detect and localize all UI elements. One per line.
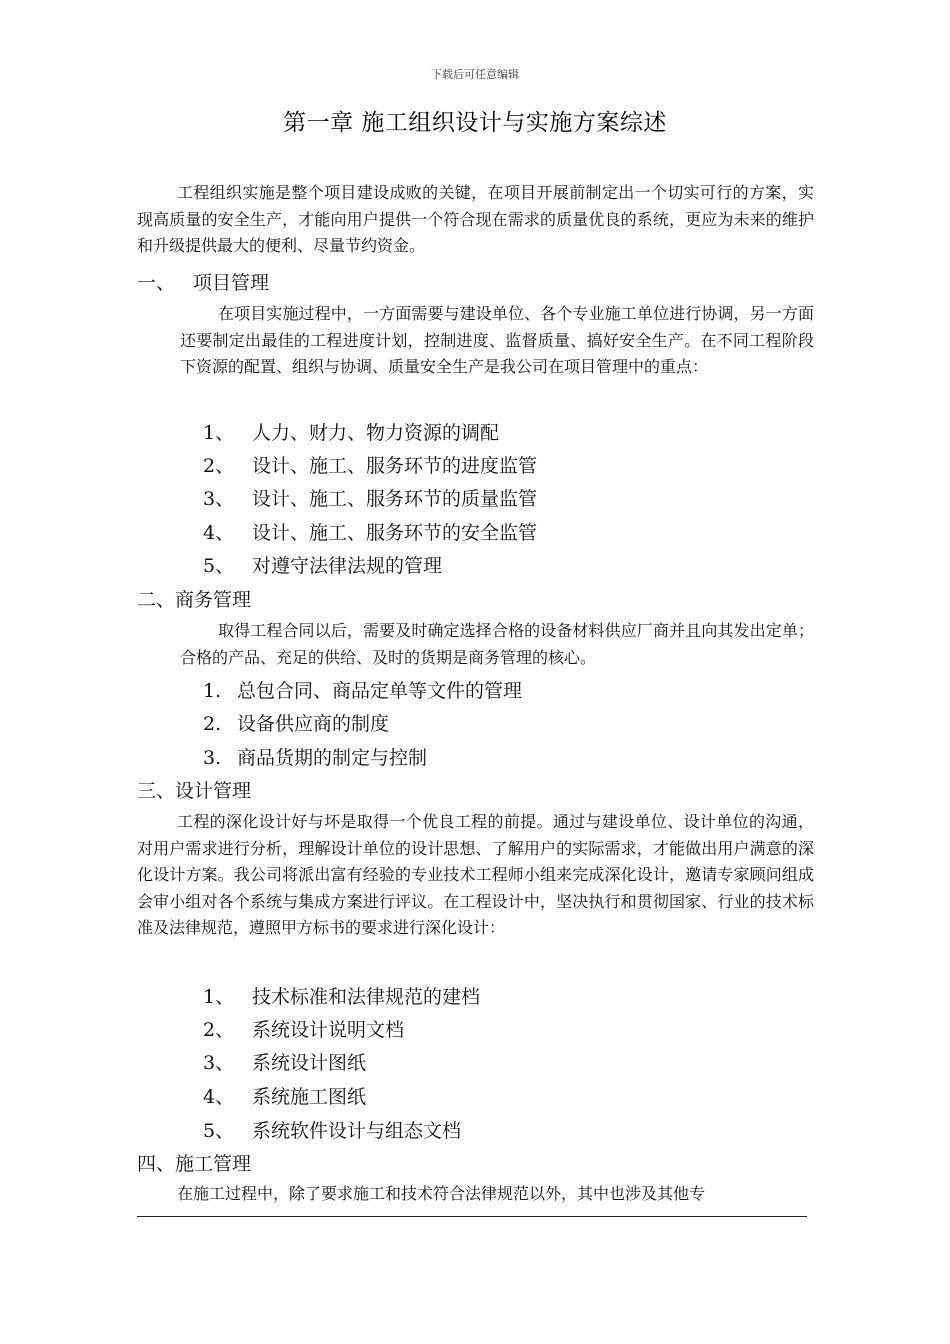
list-item-number: 1. [203,680,222,702]
intro-paragraph: 工程组织实施是整个项目建设成败的关键，在项目开展前制定出一个切实可行的方案，实现高质量的安全生产，才能向用户提供一个符合现在需求的质量优良的系统，更应为未来的维护和升级提供最大的便利、尽量节约资金。 [137,183,814,255]
list-item [203,1048,366,1075]
list-item-text: 设计、施工、服务环节的安全监管 [252,522,538,544]
list-item-number: 4、 [203,1086,235,1108]
list-item [203,418,499,445]
list-item-number: 2、 [203,455,235,477]
section-title: 项目管理 [193,272,270,294]
list-item-text: 人力、财力、物力资源的调配 [252,422,500,444]
chapter-title: 第一章 施工组织设计与实施方案综述 [283,110,667,136]
section-body-design-management: 工程的深化设计好与坏是取得一个优良工程的前提。通过与建设单位、设计单位的沟通，对用户需求进行分析，理解设计单位的设计思想、了解用户的实际需求，才能做出用户满意的深化设计方案。我公司将派出富有经验的专业技术工程师小组来完成深化设计，邀请专家顾问组成会审小组对各个系统与集成方案进行评议。在工程设计中，坚决执行和贯彻国家、行业的技术标准及法律规范，遵照甲方标书的要求进行深化设计： [137,812,814,937]
section-body-construction-management: 在施工过程中，除了要求施工和技术符合法律规范以外，其中也涉及其他专 [177,1184,706,1203]
list-item [203,1082,366,1109]
list-item-text: 总包合同、商品定单等文件的管理 [237,680,523,702]
section-title: 施工管理 [175,1153,252,1175]
list-item [203,743,427,770]
list-item-text: 设备供应商的制度 [237,713,390,735]
section-number: 三、 [137,780,176,802]
list-item-text: 系统设计图纸 [252,1052,367,1074]
list-item [203,551,442,578]
list-item-text: 商品货期的制定与控制 [237,747,428,769]
section-body-project-management: 在项目实施过程中，一方面需要与建设单位、各个专业施工单位进行协调，另一方面还要制定出最佳的工程进度计划，控制进度、监督质量、搞好安全生产。在不同工程阶段下资源的配置、组织与协调、质量安全生产是我公司在项目管理中的重点： [180,304,814,376]
section-body-business-management: 取得工程合同以后，需要及时确定选择合格的设备材料供应厂商并且向其发出定单；合格的产品、充足的供给、及时的货期是商务管理的核心。 [180,621,814,667]
header-note: 下载后可任意编辑 [431,68,519,81]
section-title: 设计管理 [175,780,252,802]
section-title: 商务管理 [175,589,252,611]
list-item-number: 1、 [203,986,235,1008]
list-item-number: 1、 [203,422,235,444]
list-item-text: 系统设计说明文档 [252,1019,405,1041]
list-item [203,1116,461,1143]
list-item [203,484,537,511]
list-item-number: 4、 [203,522,235,544]
list-item [203,676,522,703]
list-item-text: 系统软件设计与组态文档 [252,1120,462,1142]
section-number: 一、 [137,272,176,294]
list-item [203,982,480,1009]
section-number: 四、 [137,1153,176,1175]
list-item [203,709,389,736]
list-item-number: 2、 [203,1019,235,1041]
section-heading-project-management [137,268,269,295]
list-item-number: 3. [203,747,222,769]
section-number: 二、 [137,589,176,611]
list-item-number: 5、 [203,555,235,577]
section-heading-business-management [137,585,251,612]
list-item-number: 3、 [203,1052,235,1074]
list-item-text: 设计、施工、服务环节的进度监管 [252,455,538,477]
list-item-number: 5、 [203,1120,235,1142]
section-heading-construction-management [137,1149,251,1176]
list-item-text: 对遵守法律法规的管理 [252,555,443,577]
section-heading-design-management [137,776,251,803]
list-item-number: 3、 [203,488,235,510]
list-item [203,518,537,545]
list-item [203,1015,404,1042]
list-item-text: 设计、施工、服务环节的质量监管 [252,488,538,510]
page-divider-line [137,1216,807,1217]
list-item-text: 技术标准和法律规范的建档 [252,986,481,1008]
list-item-number: 2. [203,713,222,735]
list-item [203,451,537,478]
list-item-text: 系统施工图纸 [252,1086,367,1108]
